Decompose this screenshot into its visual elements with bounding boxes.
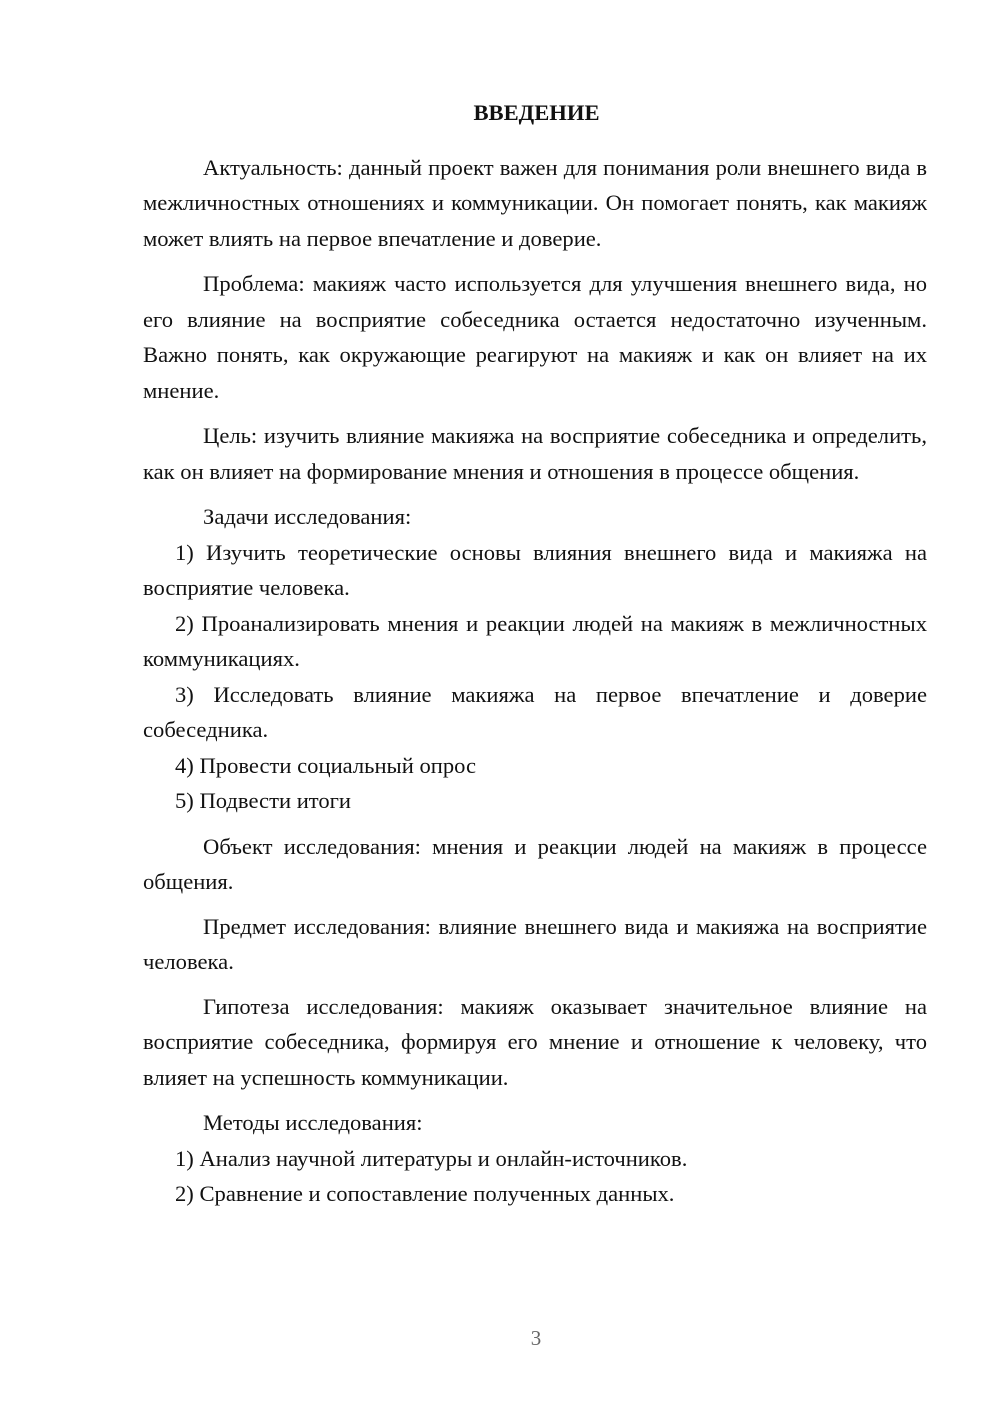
paragraph-relevance: Актуальность: данный проект важен для понимания роли внешнего вида в межличностных отношениях и коммуникации. Он помогает понять, как макияж может влиять на первое впечатление и доверие.: [143, 154, 927, 251]
paragraph-tasks-heading: Задачи исследования:: [203, 504, 412, 529]
paragraph-goal: Цель: изучить влияние макияжа на восприятие собеседника и определить, как он влияет на формирование мнения и отношения в процессе общения.: [143, 423, 927, 484]
page-title: ВВЕДЕНИЕ: [473, 100, 600, 125]
paragraph-subject: Предмет исследования: влияние внешнего вида и макияжа на восприятие человека.: [143, 913, 927, 974]
method-item: 1) Анализ научной литературы и онлайн-источников.: [175, 1145, 688, 1171]
task-item: 2) Проанализировать мнения и реакции людей на макияж в межличностных коммуникациях.: [143, 610, 927, 671]
task-item: 4) Провести социальный опрос: [175, 752, 477, 778]
paragraph-methods-heading: Методы исследования:: [203, 1110, 423, 1135]
task-item: 3) Исследовать влияние макияжа на первое впечатление и доверие собеседника.: [143, 681, 927, 742]
method-item: 2) Сравнение и сопоставление полученных данных.: [175, 1181, 675, 1206]
task-item: 5) Подвести итоги: [175, 788, 352, 813]
paragraph-hypothesis: Гипотеза исследования: макияж оказывает значительное влияние на восприятие собеседника, формируя его мнение и отношение к человеку, что влияет на успешность коммуникации.: [143, 993, 927, 1090]
task-item: 1) Изучить теоретические основы влияния внешнего вида и макияжа на восприятие человека.: [143, 539, 927, 600]
page-content: [143, 95, 927, 1212]
page-number: 3: [530, 1326, 542, 1350]
paragraph-object: Объект исследования: мнения и реакции людей на макияж в процессе общения.: [143, 833, 927, 894]
paragraph-problem: Проблема: макияж часто используется для улучшения внешнего вида, но его влияние на восприятие собеседника остается недостаточно изученным. Важно понять, как окружающие реагируют на макияж и как он влияет на их мнение.: [143, 271, 927, 403]
